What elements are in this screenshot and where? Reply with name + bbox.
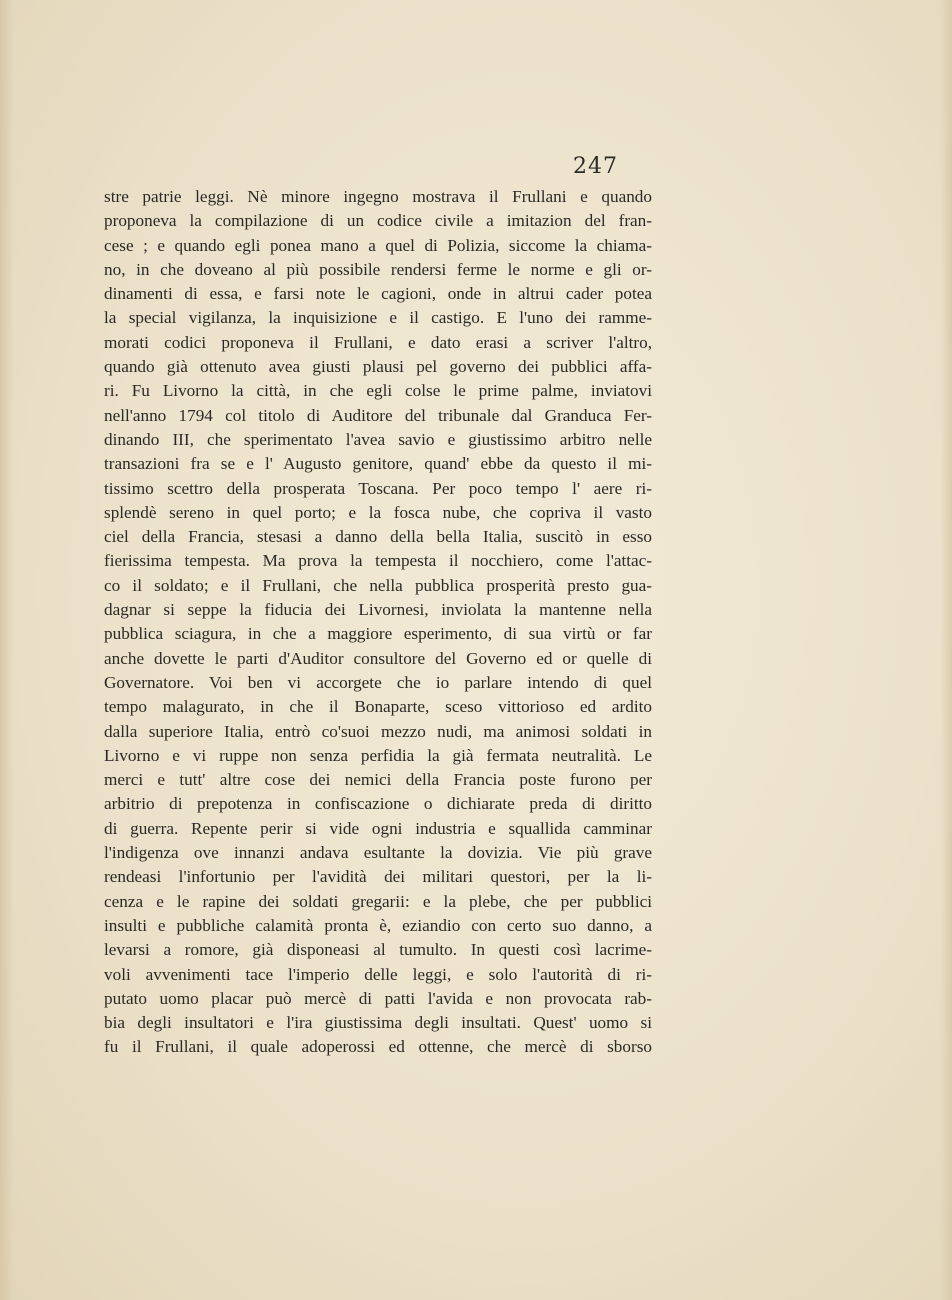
text-line: dinando III, che sperimentato l'avea savio e giustissimo arbitro nelle	[104, 429, 652, 449]
text-line: Livorno e vi ruppe non senza perfidia la già fermata neutralità. Le	[104, 745, 652, 765]
text-line: ri. Fu Livorno la città, in che egli colse le prime palme, inviatovi	[104, 381, 652, 401]
page-edge-right	[940, 0, 952, 1300]
text-line: morati codici proponeva il Frullani, e dato erasi a scriver l'altro,	[104, 332, 652, 352]
text-line: rendeasi l'infortunio per l'avidità dei militari questori, per la li-	[104, 867, 652, 887]
text-line: merci e tutt' altre cose dei nemici della Francia poste furono per	[104, 770, 652, 790]
text-line: Governatore. Voi ben vi accorgete che io parlare intendo di quel	[104, 672, 652, 692]
text-line: fu il Frullani, il quale adoperossi ed ottenne, che mercè di sborso	[104, 1037, 652, 1057]
text-line: l'indigenza ove innanzi andava esultante la dovizia. Vie più grave	[104, 843, 652, 863]
text-line: tempo malagurato, in che il Bonaparte, sceso vittorioso ed ardito	[104, 697, 652, 717]
text-line: bia degli insultatori e l'ira giustissima degli insultati. Quest' uomo si	[104, 1013, 652, 1033]
text-line: quando già ottenuto avea giusti plausi pel governo dei pubblici affa-	[104, 357, 652, 377]
text-line: splendè sereno in quel porto; e la fosca nube, che copriva il vasto	[104, 502, 652, 522]
text-line: stre patrie leggi. Nè minore ingegno mostrava il Frullani e quando	[104, 187, 652, 206]
text-line: nell'anno 1794 col titolo di Auditore del tribunale dal Granduca Fer-	[104, 405, 652, 425]
body-text	[104, 185, 652, 1060]
text-line: putato uomo placar può mercè di patti l'avida e non provocata rab-	[104, 988, 652, 1008]
text-line: insulti e pubbliche calamità pronta è, eziandio con certo suo danno, a	[104, 915, 652, 935]
text-line: dinamenti di essa, e farsi note le cagioni, onde in altrui cader potea	[104, 284, 652, 304]
text-line: no, in che doveano al più possibile rendersi ferme le norme e gli or-	[104, 259, 652, 279]
text-line: anche dovette le parti d'Auditor consultore del Governo ed or quelle di	[104, 648, 652, 668]
text-line: pubblica sciagura, in che a maggiore esperimento, di sua virtù or far	[104, 624, 652, 644]
text-line: tissimo scettro della prosperata Toscana. Per poco tempo l' aere ri-	[104, 478, 652, 498]
page-number: 247	[573, 154, 618, 179]
text-line: arbitrio di prepotenza in confiscazione o dichiarate preda di diritto	[104, 794, 652, 814]
text-line: levarsi a romore, già disponeasi al tumulto. In questi così lacrime-	[104, 940, 652, 960]
text-line: proponeva la compilazione di un codice civile a imitazion del fran-	[104, 211, 652, 231]
text-line: transazioni fra se e l' Augusto genitore, quand' ebbe da questo il mi-	[104, 454, 652, 474]
text-line: la special vigilanza, la inquisizione e il castigo. E l'uno dei ramme-	[104, 308, 652, 328]
text-line: voli avvenimenti tace l'imperio delle leggi, e solo l'autorità di ri-	[104, 964, 652, 984]
text-line: cenza e le rapine dei soldati gregarii: e la plebe, che per pubblici	[104, 891, 652, 911]
text-line: ciel della Francia, stesasi a danno della bella Italia, suscitò in esso	[104, 527, 652, 547]
text-line: di guerra. Repente perir si vide ogni industria e squallida camminar	[104, 818, 652, 838]
text-line: cese ; e quando egli ponea mano a quel di Polizia, siccome la chiama-	[104, 235, 652, 255]
text-line: fierissima tempesta. Ma prova la tempesta il nocchiero, come l'attac-	[104, 551, 652, 571]
page-edge-left	[0, 0, 14, 1300]
text-line: co il soldato; e il Frullani, che nella pubblica prosperità presto gua-	[104, 575, 652, 595]
text-line: dalla superiore Italia, entrò co'suoi mezzo nudi, ma animosi soldati in	[104, 721, 652, 741]
text-line: dagnar si seppe la fiducia dei Livornesi, inviolata la mantenne nella	[104, 600, 652, 620]
